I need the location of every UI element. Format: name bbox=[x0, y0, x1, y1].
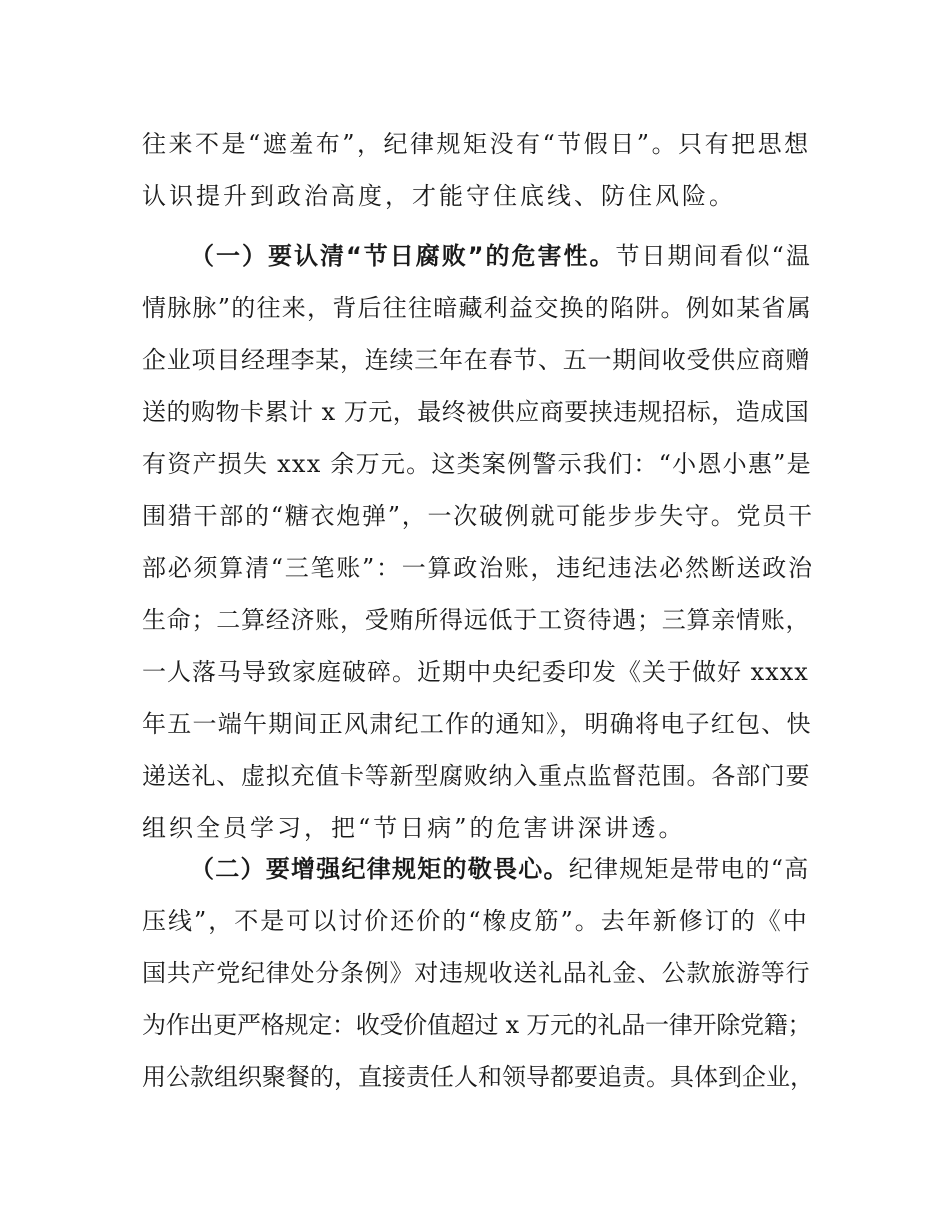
text-line: 为作出更严格规定：收受价值超过 x 万元的礼品一律开除党籍； bbox=[142, 1011, 812, 1039]
text-line: 一人落马导致家庭破碎。近期中央纪委印发《关于做好 xxxx bbox=[142, 658, 809, 686]
text-line: 国共产党纪律处分条例》对违规收送礼品礼金、公款旅游等行 bbox=[142, 959, 811, 987]
section-heading-2: （二）要增强纪律规矩的敬畏心。 bbox=[190, 855, 569, 883]
paragraph-first-line bbox=[142, 843, 814, 895]
text-line: 认识提升到政治高度，才能守住底线、防住风险。 bbox=[142, 182, 736, 210]
text-line: 企业项目经理李某，连续三年在春节、五一期间收受供应商赠 bbox=[142, 346, 811, 374]
text-run: 纪律规矩是带电的“高 bbox=[568, 855, 810, 883]
paragraph-continuation bbox=[142, 118, 814, 222]
paragraph-section-1 bbox=[142, 230, 814, 854]
text-line: 生命；二算经济账，受贿所得远低于工资待遇；三算亲情账， bbox=[142, 606, 811, 634]
text-line: 部必须算清“三笔账”：一算政治账，违纪违法必然断送政治 bbox=[142, 554, 814, 582]
section-heading-1: （一）要认清“节日腐败”的危害性。 bbox=[190, 242, 616, 270]
text-line: 送的购物卡累计 x 万元，最终被供应商要挟违规招标，造成国 bbox=[142, 398, 810, 426]
text-line: 组织全员学习，把“节日病”的危害讲深讲透。 bbox=[142, 814, 686, 842]
text-line: 压线”，不是可以讨价还价的“橡皮筋”。去年新修订的《中 bbox=[142, 907, 809, 935]
text-line: 有资产损失 xxx 余万元。这类案例警示我们：“小恩小惠”是 bbox=[142, 450, 812, 478]
text-line: 递送礼、虚拟充值卡等新型腐败纳入重点监督范围。各部门要 bbox=[142, 762, 811, 790]
text-line: 用公款组织聚餐的，直接责任人和领导都要追责。具体到企业， bbox=[142, 1063, 814, 1091]
text-line: 围猎干部的“糖衣炮弹”，一次破例就可能步步失守。党员干 bbox=[142, 502, 814, 530]
text-run: 节日期间看似“温 bbox=[615, 242, 812, 270]
paragraph-first-line bbox=[142, 230, 814, 282]
paragraph-section-2 bbox=[142, 843, 814, 1103]
text-line: 年五一端午期间正风肃纪工作的通知》，明确将电子红包、快 bbox=[142, 710, 812, 738]
text-line: 往来不是“遮羞布”，纪律规矩没有“节假日”。只有把思想 bbox=[142, 130, 811, 158]
text-line: 情脉脉”的往来，背后往往暗藏利益交换的陷阱。例如某省属 bbox=[142, 294, 813, 322]
